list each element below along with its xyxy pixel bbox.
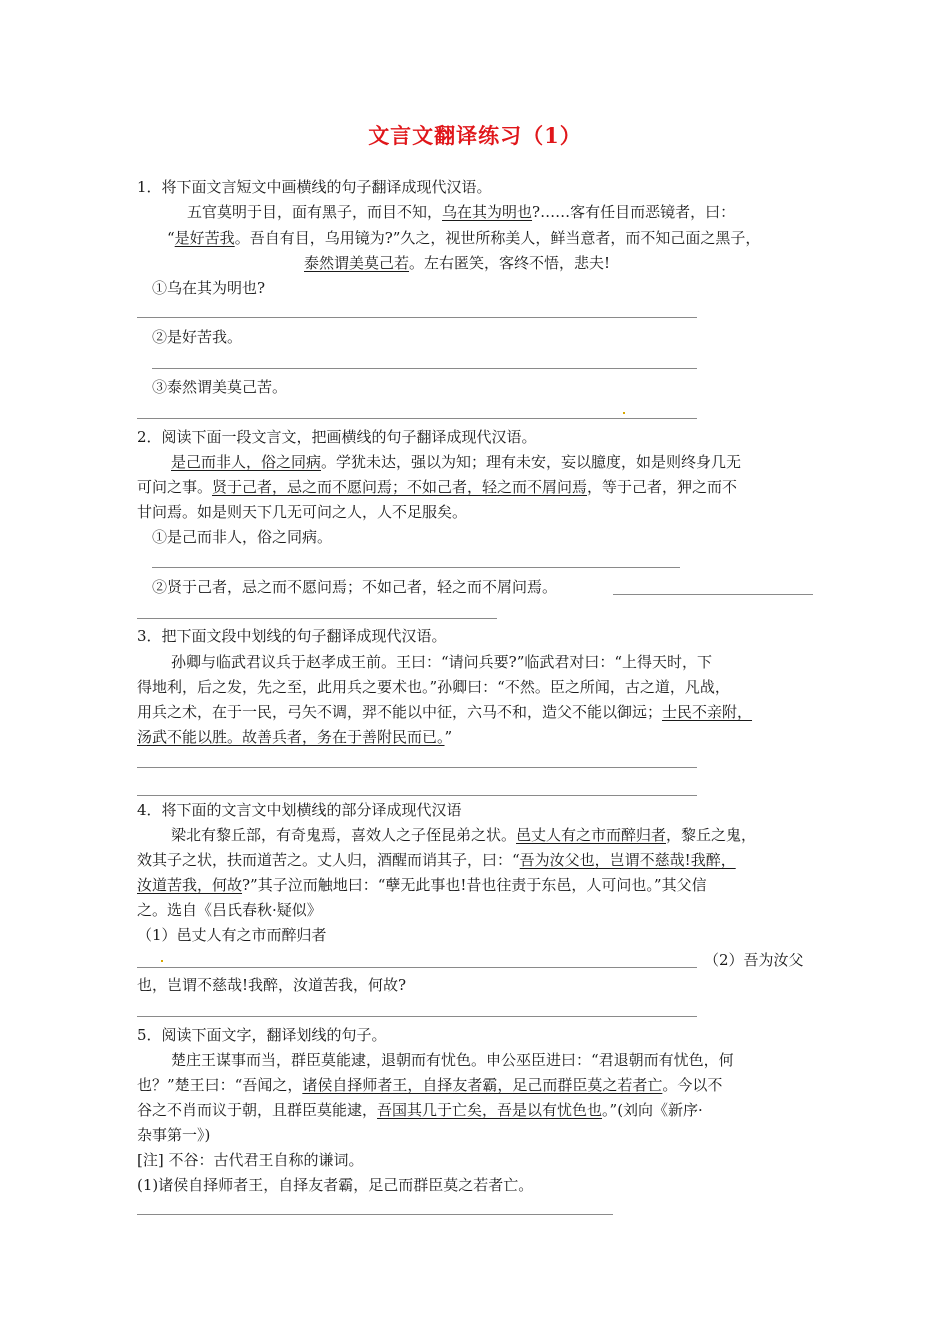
q1-sub-3: ③泰然谓美莫己苦。 xyxy=(152,378,288,396)
q3-passage-line-2: 得地利，后之发，先之至，此用兵之要术也。”孙卿曰：“不然。臣之所闻，古之道，凡战， xyxy=(137,678,730,696)
q5-passage-line-3: 谷之不肖而议于朝，且群臣莫能逮，吾国其几于亡矣，吾是以有忧色也。”(刘向《新序· xyxy=(137,1101,703,1119)
q4-passage-line-1: 梁北有黎丘部，有奇鬼焉，喜效人之子侄昆弟之状。邑丈人有之市而醉归者，黎丘之鬼， xyxy=(171,826,757,844)
q3-underlined-2: 汤武不能以胜。故善兵者，务在于善附民而已。 xyxy=(137,728,445,746)
q2-passage-line-2: 可问之事。贤于己者，忌之而不愿问焉；不如己者，轻之而不屑问焉，等于己者，狎之而不 xyxy=(137,478,738,496)
q1-heading: 1．将下面文言短文中画横线的句子翻译成现代汉语。 xyxy=(137,178,492,196)
q3-heading: 3．把下面文段中划线的句子翻译成现代汉语。 xyxy=(137,627,447,645)
q3-underlined-1: 士民不亲附， xyxy=(662,703,753,721)
answer-line[interactable] xyxy=(613,594,813,595)
q4-passage-line-2: 效其子之状，扶而道苦之。丈人归，酒醒而诮其子，曰：“吾为汝父也，岂谓不慈哉!我醉， xyxy=(137,851,736,869)
q4-underlined-2: 吾为汝父也，岂谓不慈哉!我醉， xyxy=(519,851,736,869)
q2-underlined-2: 贤于己者，忌之而不愿问焉；不如己者，轻之而不屑问焉 xyxy=(212,478,588,496)
q4-passage-line-4: 之。选自《吕氏春秋·疑似》 xyxy=(137,901,322,919)
q5-sub-1: (1)诸侯自择师者王，自择友者霸，足己而群臣莫之若者亡。 xyxy=(137,1176,534,1194)
q2-underlined-1: 是己而非人，俗之同病 xyxy=(171,453,322,471)
speck xyxy=(623,412,625,414)
answer-line[interactable] xyxy=(137,418,697,419)
page-title: 文言文翻译练习（1） xyxy=(368,123,582,148)
q5-passage-line-2: 也？”楚王曰：“吾闻之，诸侯自择师者王，自择友者霸，足己而群臣莫之若者亡。今以不 xyxy=(137,1076,723,1094)
answer-line[interactable] xyxy=(137,967,697,968)
answer-line[interactable] xyxy=(137,1214,613,1215)
q4-sub-1: （1）邑丈人有之市而醉归者 xyxy=(137,926,327,944)
q5-underlined-1: 诸侯自择师者王，自择友者霸，足己而群臣莫之若者亡 xyxy=(302,1076,663,1094)
q3-passage-line-1: 孙卿与临武君议兵于赵孝成王前。王曰：“请问兵要?”临武君对曰：“上得天时，下 xyxy=(171,653,713,671)
answer-line[interactable] xyxy=(152,368,697,369)
q2-sub-2: ②贤于己者，忌之而不愿问焉；不如己者，轻之而不屑问焉。 xyxy=(152,578,558,596)
q1-passage-line-3: 泰然谓美莫己若。左右匿笑，客终不悟，悲夫! xyxy=(304,254,611,272)
q1-underlined-1: 乌在其为明也 xyxy=(442,203,533,221)
q1-underlined-3: 泰然谓美莫己若 xyxy=(304,254,410,272)
speck xyxy=(161,960,163,962)
q4-underlined-1: 邑丈人有之市而醉归者 xyxy=(516,826,667,844)
q5-passage-line-4: 杂事第一》) xyxy=(137,1126,211,1144)
q1-sub-1: ①乌在其为明也? xyxy=(152,279,266,297)
q1-passage-line-1: 五官莫明于目，面有黑子，而目不知，乌在其为明也?……客有任目而恶镜者，曰： xyxy=(187,203,736,221)
q2-heading: 2．阅读下面一段文言文，把画横线的句子翻译成现代汉语。 xyxy=(137,428,537,446)
q4-passage-line-3: 汝道苦我，何故?”其子泣而触地曰：“孽无此事也!昔也往责于东邑，人可问也。”其父信 xyxy=(137,876,707,894)
q5-heading: 5．阅读下面文字，翻译划线的句子。 xyxy=(137,1026,387,1044)
answer-line[interactable] xyxy=(152,567,680,568)
q1-underlined-2: 是好苦我 xyxy=(174,229,235,247)
answer-line[interactable] xyxy=(137,1016,697,1017)
q2-passage-line-3: 甘问焉。如是则天下几无可问之人，人不足服矣。 xyxy=(137,503,468,521)
q1-sub-2: ②是好苦我。 xyxy=(152,328,243,346)
q4-sub-2-continued: 也，岂谓不慈哉!我醉，汝道苦我，何故? xyxy=(137,976,407,994)
q3-passage-line-4: 汤武不能以胜。故善兵者，务在于善附民而已。” xyxy=(137,728,453,746)
q5-underlined-2: 吾国其几于亡矣，吾是以有忧色也 xyxy=(377,1101,603,1119)
q2-passage-line-1: 是己而非人，俗之同病。学犹未达，强以为知；理有未安，妄以臆度，如是则终身几无 xyxy=(171,453,742,471)
answer-line[interactable] xyxy=(137,795,697,796)
answer-line[interactable] xyxy=(137,317,697,318)
q5-note: [注] 不谷：古代君王自称的谦词。 xyxy=(137,1151,364,1169)
q3-passage-line-3: 用兵之术，在于一民，弓矢不调，羿不能以中征，六马不和，造父不能以御远；士民不亲附， xyxy=(137,703,753,721)
q4-heading: 4．将下面的文言文中划横线的部分译成现代汉语 xyxy=(137,801,462,819)
answer-line[interactable] xyxy=(137,618,497,619)
q4-sub-2: （2）吾为汝父 xyxy=(704,951,804,969)
q5-passage-line-1: 楚庄王谋事而当，群臣莫能逮，退朝而有忧色。申公巫臣进曰：“君退朝而有忧色，何 xyxy=(171,1051,734,1069)
q1-passage-line-2: “是好苦我。吾自有目，乌用镜为?”久之，视世所称美人，鲜当意者，而不知己面之黑子， xyxy=(167,229,761,247)
answer-line[interactable] xyxy=(137,767,697,768)
q2-sub-1: ①是己而非人，俗之同病。 xyxy=(152,528,333,546)
q4-underlined-3: 汝道苦我，何故 xyxy=(137,876,243,894)
